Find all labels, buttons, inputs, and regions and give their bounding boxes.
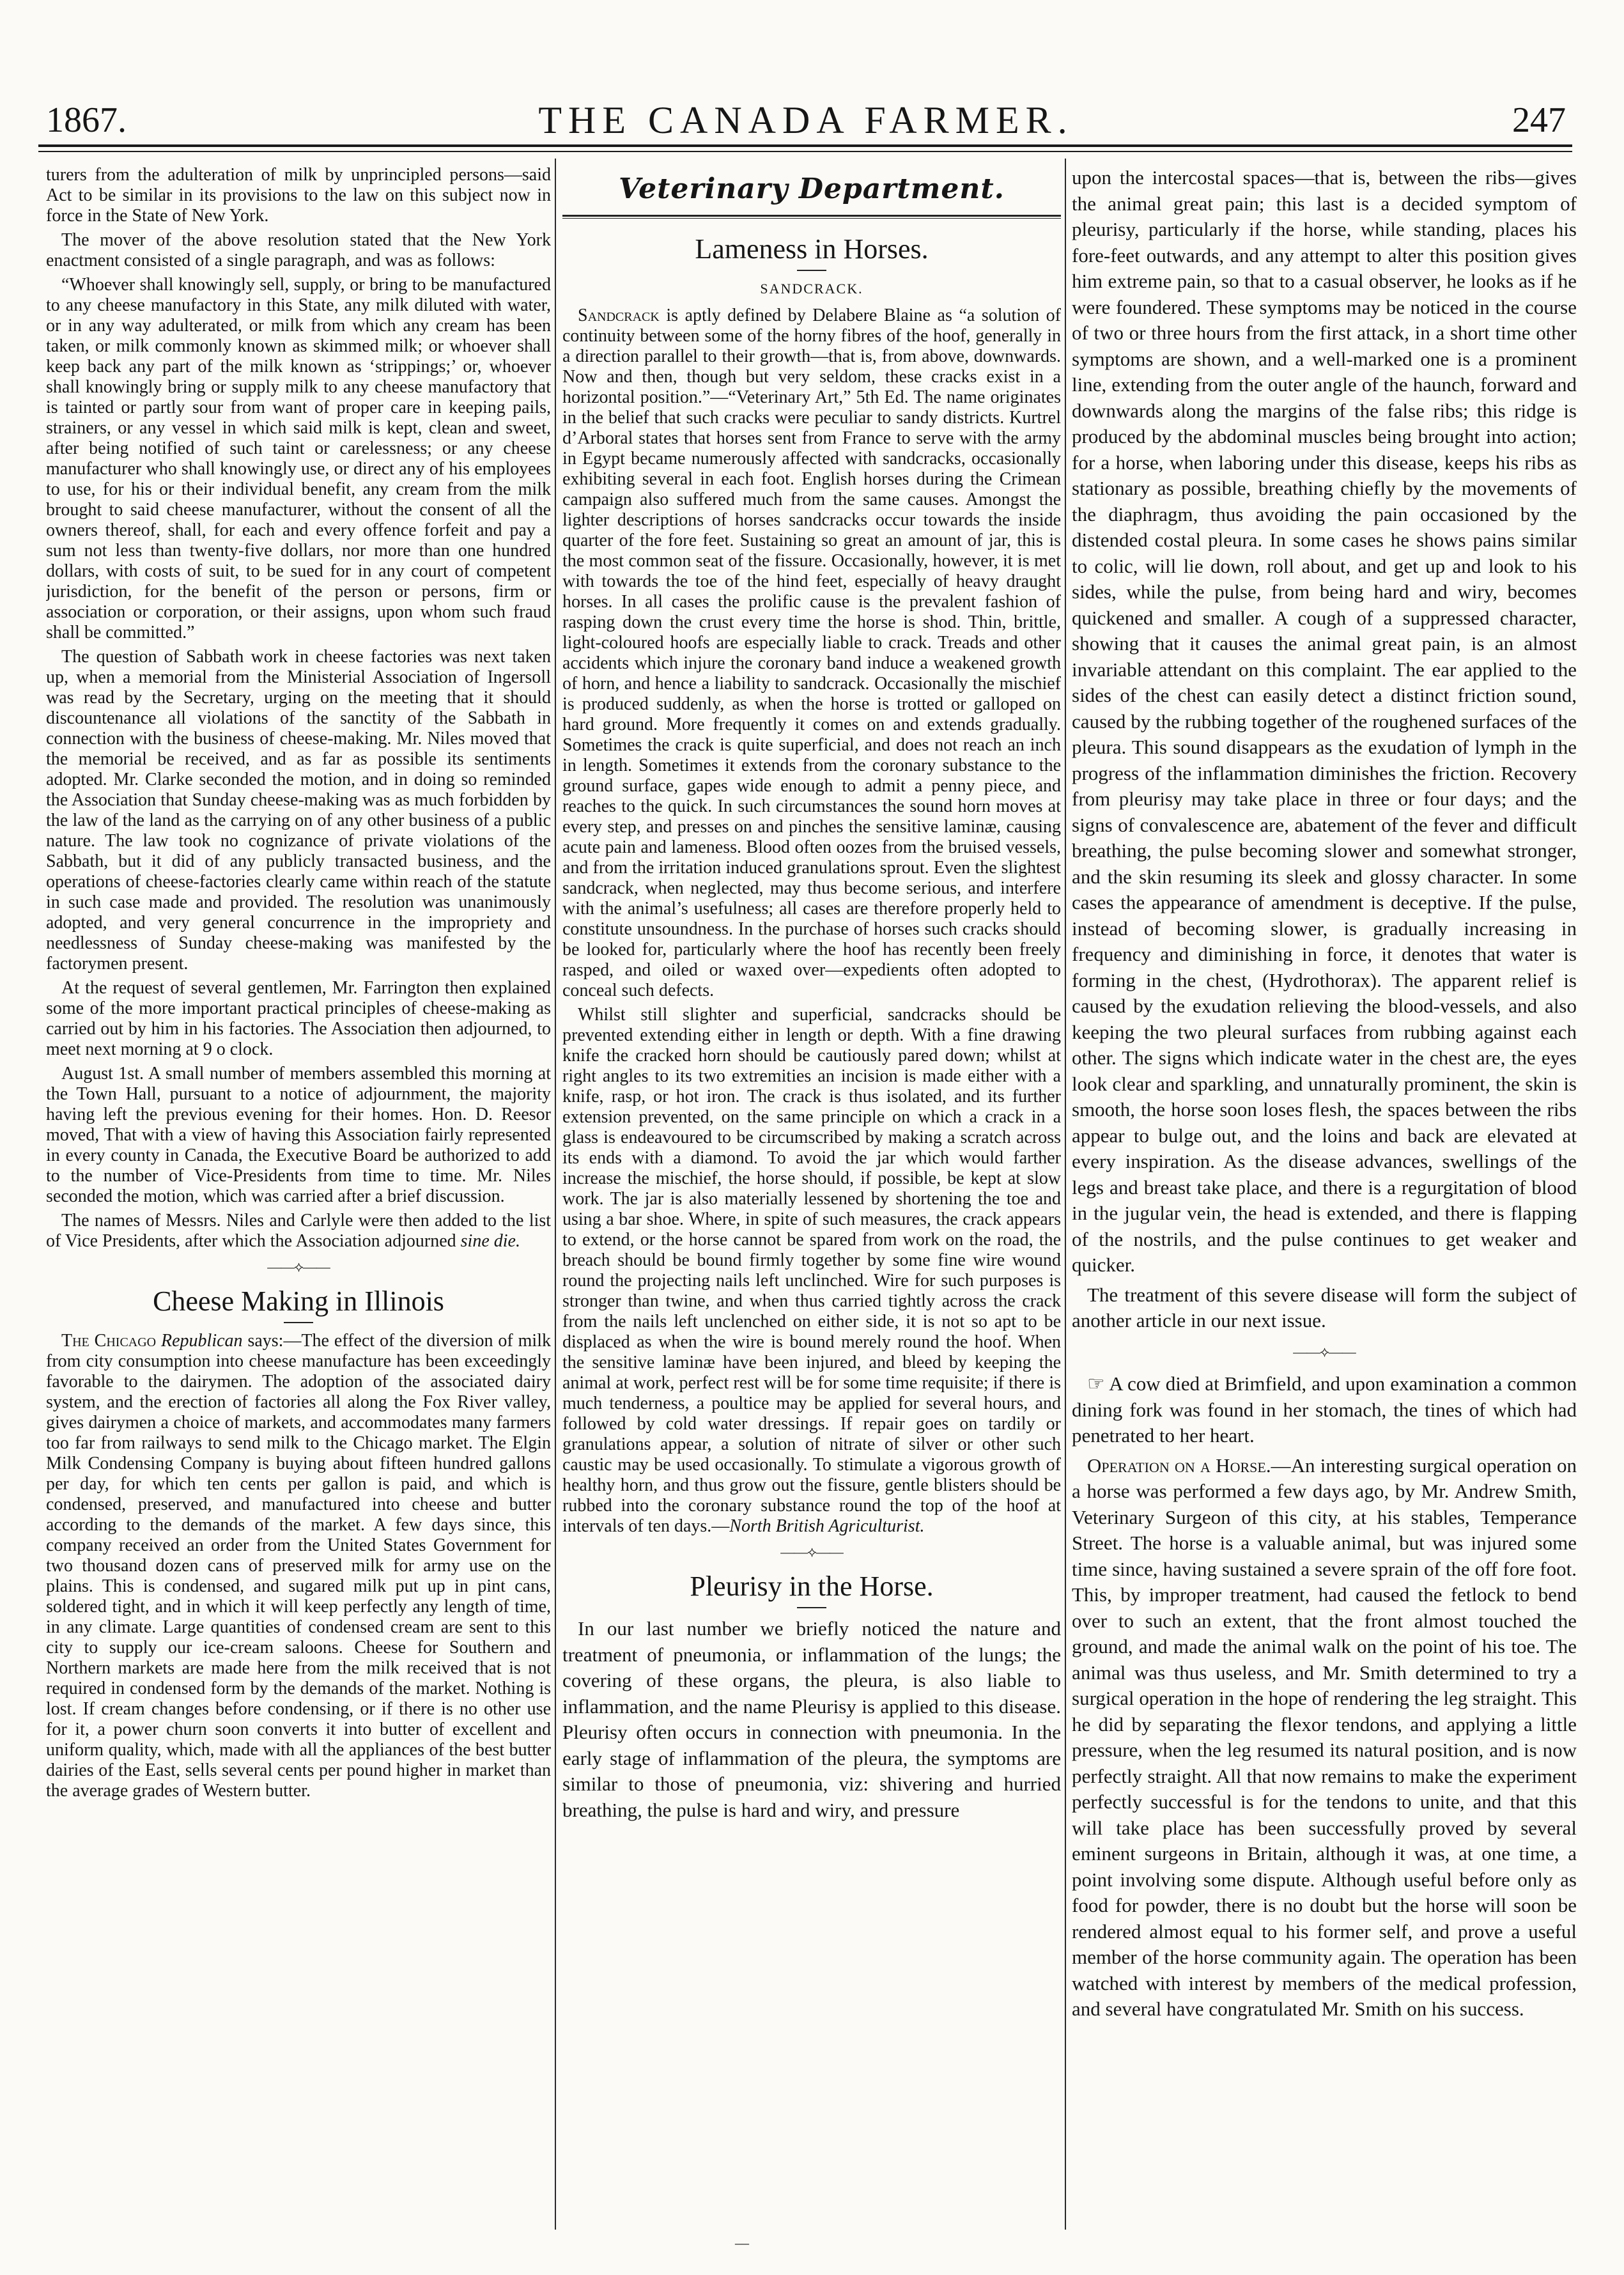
paragraph: The Chicago Republican says:—The effect of the diversion of milk from city consumption into cheese manufacture has been exceedingly favorable to the dairymen. The adoption of the associated dairy system, and the erection of factories all along the Fox River valley, gives dairymen a choice of markets, and accommodates many farmers too far from railways to send milk to the Chicago market. The Elgin Milk Condensing Company is buying about fifteen hundred gallons per day, for which ten cents per gallon is paid, and which is condensed, preserved, and manufactured into cheese and butter according to the demands of the market. A few days since, this company received an order from the United States Government for two thousand dozen cans of preserved milk for army use on the plains. This is condensed, and sugared milk put up in pint cans, soldered tight, and in which it will keep perfectly any length of time, in any climate. Large quantities of condensed cream are sent to this city to supply our ice-cream saloons. Cheese for Southern and Northern markets are made here from the milk received that is not required in condensed form by the demands of the market. Nothing is lost. If cream changes before condensing, or if there is no other use for it, a power churn soon converts it into butter of excellent and uniform quality, which, made with all the appliances of the best butter dairies of the East, sells several cents per pound higher in market than the average grades of Western butter. — [46, 1331, 551, 1801]
paragraph: Whilst still slighter and superficial, sandcracks should be prevented extending either in length or depth. With a fine drawing knife the cracked horn should be cautiously pared down; whilst at right angles to its two extremities an incision is made either with a knife, rasp, or hot iron. The crack is thus isolated, and its further extension prevented, on the same principle on which a crack in a glass is endeavoured to be circumscribed by making a scratch across its ends with a diamond. To avoid the jar which would farther increase the mischief, the horse should, if possible, be kept at slow work. The jar is also materially lessened by shortening the toe and using a bar shoe. Where, in spite of such measures, the crack appears to extend, or the horse cannot be spared from work on the road, the breach should be bound firmly together by some fine wire wound round the projecting nails left unclinched. Wire for such purposes is stronger than twine, and when thus carried tightly across the crack from the nails left unclenched on either side, it is not so apt to be displaced as when the wire is bound merely round the hoof. When the sensitive laminæ have been injured, and bleed by keeping the animal at work, perfect rest will be for some time requisite; if there is much tenderness, a poultice may be applied for several hours, and followed by cold water dressings. If repair goes on tardily or granulations appear, a solution of nitrate of silver or other such caustic may be used occasionally. To stimulate a vigorous growth of healthy horn, and thus grow out the fissure, gentle blisters should be rubbed into the coronary substance round the top of the hoof at intervals of ten days.—North British Agriculturist. — [562, 1005, 1061, 1536]
paragraph: upon the intercostal spaces—that is, between the ribs—gives the animal great pain; this last is a decided symptom of pleurisy, particularly if the horse, while standing, places his fore-feet outwards, and any attempt to alter this position gives him extreme pain, so that to a casual observer, he looks as if he were foundered. These symptoms may be noticed in the course of two or three hours from the first attack, in a short time other symptoms are shown, and a well-marked one is a prominent line, extending from the outer angle of the haunch, forward and downwards along the margins of the false ribs; this ridge is produced by the abdominal muscles being brought into action; for a horse, when laboring under this disease, keeps his ribs as stationary as possible, breathing chiefly by the movements of the diaphragm, thus avoiding the pain occasioned by the distended costal pleura. In some cases he shows pains similar to colic, will lie down, roll about, and get up and look to his sides, while the pulse, from being hard and wiry, becomes quickened and smaller. A cough of a suppressed character, showing that it causes the animal great pain, is an almost invariable attendant on this complaint. The ear applied to the sides of the chest can easily detect a distinct friction sound, caused by the rubbing together of the roughened surfaces of the pleura. This sound disappears as the exudation of lymph in the progress of the inflammation diminishes the friction. Recovery from pleurisy may take place in three or four days; and the signs of convalescence are, abatement of the fever and difficult breathing, the pulse becoming slower and somewhat stronger, and the skin resuming its sleek and glossy character. In some cases the appearance of amendment is deceptive. If the pulse, instead of becoming slower, is gradually increasing in frequency and diminishing in force, it denotes that water is forming in the chest, (Hydrothorax). The apparent relief is caused by the exudation relieving the blood-vessels, and also keeping the two pleural surfaces from rubbing against each other. The signs which indicate water in the chest are, the eyes look clear and sparkling, and unnaturally prominent, the skin is smooth, the horse soon loses flesh, the spaces between the ribs appear to bulge out, and the loins and back are elevated at every inspiration. As the disease advances, swellings of the legs and breast take place, and there is a regurgitation of blood in the jugular vein, the head is extended, and there is flapping of the nostrils, and the pulse continues to get weaker and quicker. — [1072, 166, 1577, 1276]
paragraph: The mover of the above resolution stated that the New York enactment consisted of a single paragraph, and was as follows: — [46, 230, 551, 270]
column-divider-1 — [555, 159, 556, 2230]
heading-dash — [797, 1607, 826, 1608]
newspaper-title: THE CANADA FARMER. — [538, 99, 1074, 141]
news-item: ☞ A cow died at Brimfield, and upon examination a common dining fork was found in her stomach, the tines of which had penetrated to her heart. — [1072, 1372, 1577, 1447]
paragraph: The treatment of this severe disease will form the subject of another article in our next issue. — [1072, 1283, 1577, 1332]
section-separator: ——⟡—— — [1293, 1343, 1356, 1360]
column-right — [1072, 165, 1577, 2217]
department-rule-thick — [562, 215, 1061, 217]
paragraph: At the request of several gentlemen, Mr. Farrington then explained some of the more important practical principles of cheese-making as carried out by him in his factories. The Association then adjourned, to meet next morning at 9 o clock. — [46, 978, 551, 1059]
column-left — [46, 165, 551, 2217]
section-separator: ——⟡—— — [780, 1544, 843, 1560]
paragraph: Sandcrack is aptly defined by Delabere Blaine as “a solution of continuity between some of the horny fibres of the hoof, generally in a direction parallel to their growth—that is, from above, downwards. Now and then, though but very seldom, these cracks exist in a horizontal position.”—“Veterinary Art,” 5th Ed. The name originates in the belief that such cracks were peculiar to sandy districts. Kurtrel d’Arboral states that horses sent from France to serve with the army in Egypt became numerously affected with sandcracks, occasionally exhibiting several in each foot. English horses during the Crimean campaign also suffered much from the same causes. Amongst the lighter descriptions of horses sandcracks occur towards the inside quarter of the fore feet. Sustaining so great an amount of jar, this is the most common seat of the fissure. Occasionally, however, it is met with towards the toe of the hind feet, especially of heavy draught horses. In all cases the prolific cause is the prevalent fashion of rasping down the crust every time the horse is shod. Thin, brittle, light-coloured hoofs are especially liable to crack. Treads and other accidents which injure the coronary band induce a weakened growth of horn, and hence a liability to sandcrack. Occasionally the mischief is produced suddenly, as when the horse is trotted or galloped on hard ground. More frequently it comes on and extends gradually. Sometimes the crack is quite superficial, and does not reach an inch in length. Sometimes it extends from the coronary substance to the ground surface, gapes wide enough to admit a penny piece, and reaches to the quick. In such circumstances the sound horn moves at every step, and presses on and pinches the sensitive laminæ, causing acute pain and lameness. Blood often oozes from the bruised vessels, and from the irritation induced granulations sprout. Even the slightest sandcrack, when neglected, may thus become serious, and interfere with the animal’s usefulness; all cases are therefore properly held to constitute unsoundness. In the purchase of horses such cracks should be looked for, particularly where the hoof has recently been freely rasped, and oiled or waxed over—expedients often adopted to conceal such defects. — [562, 306, 1061, 1000]
masthead-rule-thin — [38, 151, 1572, 152]
masthead — [46, 88, 1566, 152]
page-number: 247 — [1512, 100, 1566, 140]
footer-mark: –– — [735, 2235, 749, 2251]
article-heading-lameness: Lameness in Horses. — [695, 233, 929, 265]
issue-year: 1867. — [46, 100, 127, 140]
heading-dash — [284, 1322, 313, 1323]
paragraph: turers from the adulteration of milk by unprincipled persons—said Act to be similar in its provisions to the law on this subject now in force in the State of New York. — [46, 165, 551, 226]
department-title: Veterinary Department. — [619, 173, 1005, 205]
department-rule-thin — [562, 218, 1061, 219]
quoted-law: “Whoever shall knowingly sell, supply, or bring to be manufactured to any cheese manufactory in this State, any milk diluted with water, or in any way adulterated, or milk from which any cream has been taken, or milk commonly known as skimmed milk; or whoever shall keep back any part of the milk known as ‘strippings;’ or, whoever shall knowingly bring or supply milk to any cheese manufactory that is tainted or partly sour from want of proper care in keeping pails, strainers, or any vessel in which said milk is kept, clean and sweet, after being notified of such taint or carelessness; or any cheese manufacturer who shall knowingly use, or direct any of his employees to use, for his or their individual benefit, any cream from the milk brought to said cheese manufacturer, without the consent of all the owners thereof, shall, for each and every offence forfeit and pay a sum not less than twenty-five dollars, nor more than one hundred dollars, with costs of suit, to be sued for in any court of competent jurisdiction, for the benefit of the person or persons, firm or association or corporation, or their assigns, upon whom such fraud shall be committed.” — [46, 275, 551, 642]
news-item: Operation on a Horse.—An interesting surgical operation on a horse was performed a few days ago, by Mr. Andrew Smith, Veterinary Surgeon of this city, at his stables, Temperance Street. The horse is a valuable animal, but was injured some time since, having sustained a severe sprain of the off fore foot. This, by improper treatment, had caused the fetlock to bend over to such an extent, that the front almost touched the ground, and made the animal walk on the point of his toe. The animal was thus useless, and Mr. Smith determined to try a surgical operation in the hope of rendering the leg straight. This he did by separating the flexor tendons, and applying a little pressure, when the leg resumed its natural position, and is now perfectly straight. All that now remains to make the experiment perfectly successful is for the tendons to unite, and that this will take place has been successfully proved by several eminent surgeons in Britain, although it was, at one time, a point involving some dispute. Although useful before only as food for powder, there is no doubt but the horse will soon be rendered almost equal to his former self, and prove a useful member of the horse community again. The operation has been watched with interest by members of the medical profession, and several have congratulated Mr. Smith on his success. — [1072, 1454, 1577, 2020]
column-divider-2 — [1065, 159, 1066, 2230]
column-middle — [562, 165, 1061, 2223]
paragraph: In our last number we briefly noticed the nature and treatment of pneumonia, or inflammation of the lungs; the covering of these organs, the pleura, is also liable to inflammation, and the name Pleurisy is applied to this disease. Pleurisy often occurs in connection with pneumonia. In the early stage of inflammation of the pleura, the symptoms are similar to those of pneumonia, viz: shivering and hurried breathing, the pulse is hard and wiry, and pressure — [562, 1617, 1061, 1821]
article-heading-pleurisy: Pleurisy in the Horse. — [690, 1571, 934, 1602]
masthead-rule-thick — [38, 144, 1572, 147]
paragraph: The names of Messrs. Niles and Carlyle were then added to the list of Vice Presidents, after which the Association adjourned sine die. — [46, 1211, 551, 1251]
paragraph: August 1st. A small number of members assembled this morning at the Town Hall, pursuant to a notice of adjournment, the majority having left the previous evening for their homes. Hon. D. Reesor moved, That with a view of having this Association fairly represented in every county in Canada, the Executive Board be authorized to add to the number of Vice-Presidents from time to time. Mr. Niles seconded the motion, which was carried after a brief discussion. — [46, 1064, 551, 1206]
subheading-sandcrack: SANDCRACK. — [760, 281, 863, 297]
section-separator: ——⟡—— — [267, 1259, 330, 1275]
heading-dash — [797, 270, 826, 271]
article-heading-cheese: Cheese Making in Illinois — [153, 1285, 444, 1317]
paragraph: The question of Sabbath work in cheese factories was next taken up, when a memorial from the Ministerial Association of Ingersoll was read by the Secretary, urging on the meeting that it should discountenance all violations of the sanctity of the Sabbath in connection with the business of cheese-making. Mr. Niles moved that the memorial be received, and as far as possible its sentiments adopted. Mr. Clarke seconded the motion, and in doing so reminded the Association that Sunday cheese-making was as much forbidden by the law of the land as the carrying on of any other business of a public nature. The law took no cognizance of private violations of the Sabbath, but it did of any publicly transacted business, and the operations of cheese-factories clearly came within reach of the statute in such case made and provided. The resolution was unanimously adopted, and very general concurrence in the impropriety and needlessness of Sunday cheese-making was manifested by the factorymen present. — [46, 647, 551, 974]
